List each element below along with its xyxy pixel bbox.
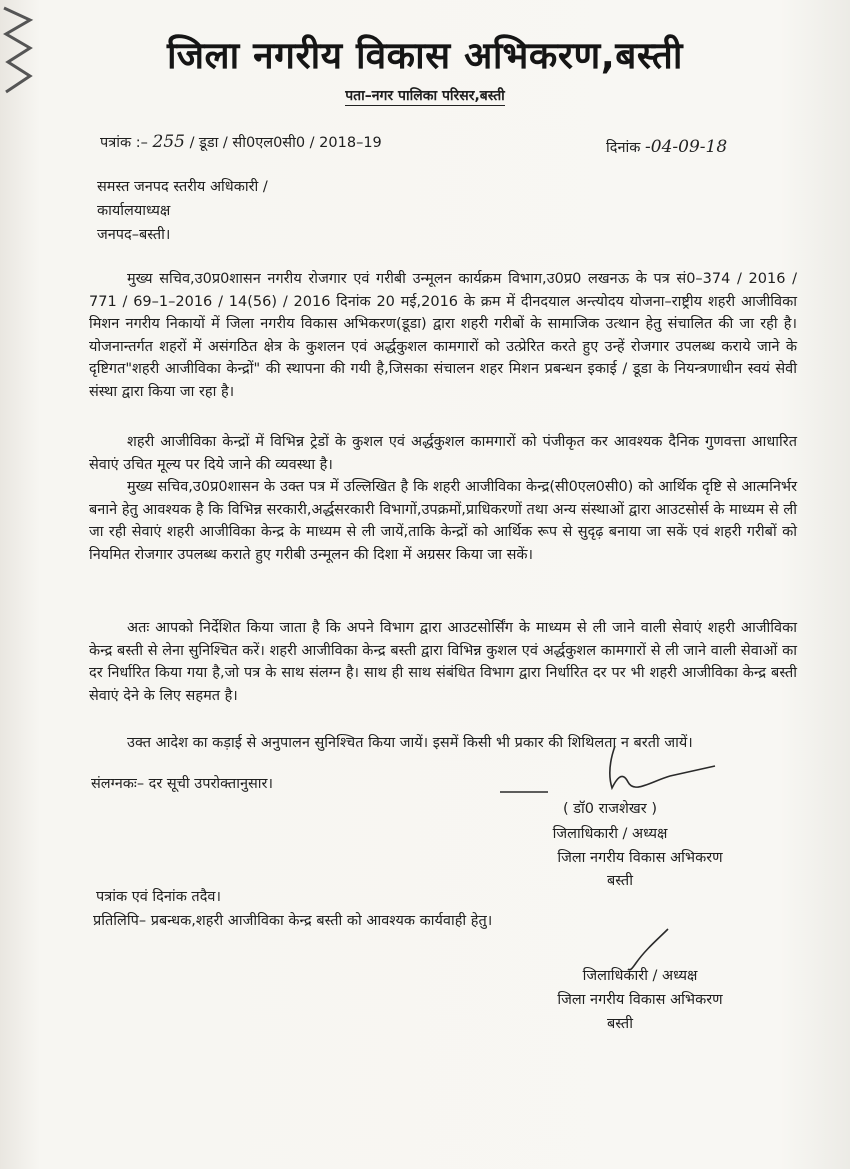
body-paragraph-3: मुख्य सचिव,उ0प्र0शासन के उक्त पत्र में उल्लिखित है कि शहरी आजीविका केन्द्र(सी0एल0सी0) को आर्थिक दृष्टि से आत्मनिर्भर बनाने हेतु आवश्यक है कि विभिन्न सरकारी,अर्द्धसरकारी विभागों,उपक्रमों,प्राधिकरणों तथा अन्य संस्थाओं द्वारा आउटसोर्स के माध्यम से ली जा रही सेवाएं शहरी आजीविका केन्द्र के माध्यम से ली जायें,ताकि केन्द्रों को आर्थिक रूप से सुदृढ़ बनाया जा सकें एवं शहरी गरीबों को नियमित रोजगार उपलब्ध कराते हुए गरीबी उन्मूलन की दिशा में अग्रसर किया जा सकें। — [89, 479, 797, 563]
reference-suffix: / डूडा / सी0एल0सी0 / 2018–19 — [189, 135, 382, 151]
signatory-place: बस्ती — [607, 873, 633, 889]
reference-number: 255 — [152, 132, 185, 152]
copy-signatory-place: बस्ती — [607, 1016, 633, 1032]
office-address: पता–नगर पालिका परिसर,बस्ती — [345, 88, 505, 104]
date-label: दिनांक — [606, 140, 641, 156]
reference-prefix: पत्रांक :– — [100, 135, 148, 151]
copy-reference-line: पत्रांक एवं दिनांक तदैव। — [96, 889, 221, 905]
body-paragraph-2: शहरी आजीविका केन्द्रों में विभिन्न ट्रेडों के कुशल एवं अर्द्धकुशल कामगारों को पंजीकृत कर आवश्यक दैनिक गुणवत्ता आधारित सेवाएं उचित मूल्य पर दिये जाने की व्यवस्था है। — [89, 434, 797, 473]
body-paragraph-5: उक्त आदेश का कड़ाई से अनुपालन सुनिश्चित किया जायें। इसमें किसी भी प्रकार की शिथिलता न बरती जायें। — [127, 735, 693, 751]
signatory-designation: जिलाधिकारी / अध्यक्ष — [552, 826, 668, 842]
recipient-line-3: जनपद–बस्ती। — [97, 227, 171, 243]
copy-signatory-designation: जिलाधिकारी / अध्यक्ष — [582, 968, 698, 984]
date-value: -04-09-18 — [645, 137, 728, 157]
copy-to-line: प्रतिलिपि– प्रबन्धक,शहरी आजीविका केन्द्र बस्ती को आवश्यक कार्यवाही हेतु। — [93, 913, 493, 929]
date-line — [606, 136, 727, 160]
copy-signatory-office: जिला नगरीय विकास अभिकरण — [557, 992, 723, 1008]
reference-line — [100, 131, 382, 155]
enclosure-line: संलग्नकः– दर सूची उपरोक्तानुसार। — [91, 776, 273, 792]
body-paragraph-1: मुख्य सचिव,उ0प्र0शासन नगरीय रोजगार एवं गरीबी उन्मूलन कार्यक्रम विभाग,उ0प्र0 लखनऊ के पत्र सं0–374 / 2016 / 771 / 69–1–2016 / 14(56) / 2016 दिनांक 20 मई,2016 के क्रम में दीनदयाल अन्त्योदय योजना–राष्ट्रीय शहरी आजीविका मिशन नगरीय निकायों में जिला नगरीय विकास अभिकरण(डूडा) द्वारा शहरी गरीबों के सामाजिक उत्थान हेतु संचालित की जा रही है। योजनान्तर्गत शहरों में असंगठित क्षेत्र के कुशलन एवं अर्द्धकुशल कामगारों को उत्प्रेरित करते हुए उन्हें रोजगार उपलब्ध कराये जाने के दृष्टिगत"शहरी आजीविका केन्द्रों" की स्थापना की गयी है,जिसका संचालन शहर मिशन प्रबन्धन इकाई / डूडा के नियन्त्रणाधीन स्वयं सेवी संस्था द्वारा किया जा रहा है। — [89, 271, 797, 400]
body-paragraph-4: अतः आपको निर्देशित किया जाता है कि अपने विभाग द्वारा आउटसोर्सिंग के माध्यम से ली जाने वाली सेवाएं शहरी आजीविका केन्द्र बस्ती से लेना सुनिश्चित करें। शहरी आजीविका केन्द्र बस्ती द्वारा विभिन्न कुशल एवं अर्द्धकुशल कामगारों से ली जाने वाली सेवाओं का दर निर्धारित किया गया है,जो पत्र के साथ संलग्न है। साथ ही साथ संबंधित विभाग द्वारा निर्धारित दर पर भी शहरी आजीविका केन्द्र बस्ती सेवाएं देने के लिए सहमत है। — [89, 620, 797, 704]
recipient-line-1: समस्त जनपद स्तरीय अधिकारी / — [97, 179, 268, 195]
recipient-line-2: कार्यालयाध्यक्ष — [97, 203, 171, 219]
office-title: जिला नगरीय विकास अभिकरण,बस्ती — [167, 34, 683, 77]
signatory-office: जिला नगरीय विकास अभिकरण — [557, 850, 723, 866]
signatory-name: ( डॉ0 राजशेखर ) — [563, 801, 657, 817]
